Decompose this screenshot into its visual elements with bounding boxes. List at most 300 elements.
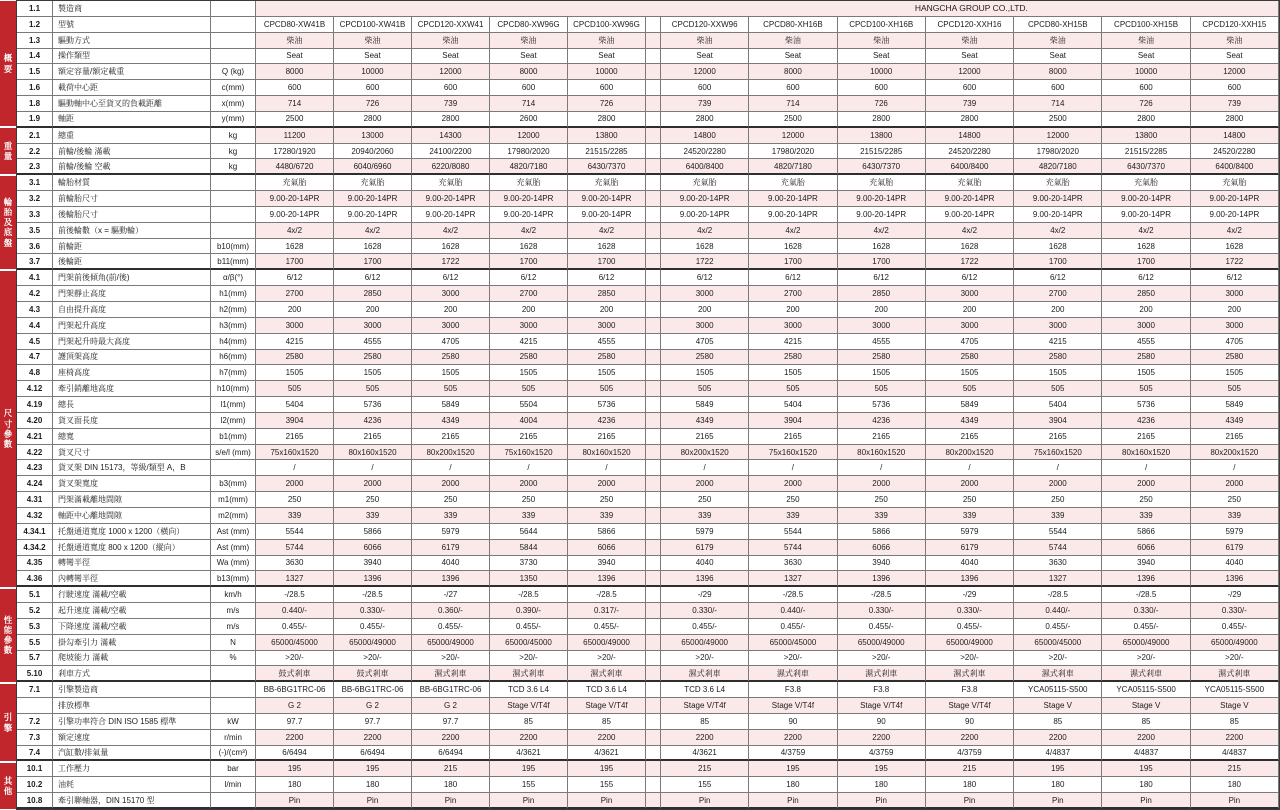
spec-value-cell: 4x/2: [412, 223, 490, 239]
spec-value-cell: 2500: [749, 112, 837, 128]
spec-value-cell: 充氣胎: [1191, 175, 1279, 191]
row-unit-cell: [211, 698, 256, 714]
spec-value-cell: 1396: [1102, 571, 1190, 587]
row-unit-cell: Ast (mm): [211, 524, 256, 540]
spec-value-cell: 充氣胎: [661, 175, 749, 191]
row-label-cell: 托盤通道寬度 1000 x 1200（橫向）: [53, 524, 211, 540]
spacer-cell: [646, 96, 661, 112]
spec-value-cell: -/29: [661, 587, 749, 603]
spec-value-cell: 2200: [490, 730, 568, 746]
model-header-cell: CPCD80-XW41B: [256, 17, 334, 33]
spacer-cell: [646, 698, 661, 714]
model-header-cell: CPCD120-XXH16: [926, 17, 1014, 33]
spec-value-cell: 2000: [568, 476, 646, 492]
spec-value-cell: 1505: [1014, 365, 1102, 381]
spec-value-cell: 2580: [749, 350, 837, 366]
spec-value-cell: 2850: [1102, 286, 1190, 302]
spec-value-cell: 2600: [490, 112, 568, 128]
section-label: 尺寸參數: [0, 271, 16, 587]
row-number-cell: 7.2: [17, 714, 53, 730]
row-number-cell: 4.23: [17, 460, 53, 476]
spec-value-cell: 714: [749, 96, 837, 112]
spec-value-cell: F3.8: [926, 682, 1014, 698]
spec-value-cell: 鼓式剎車: [256, 666, 334, 682]
row-label-cell: 驅動方式: [53, 33, 211, 49]
model-header-cell: CPCD120-XXH15: [1191, 17, 1279, 33]
spec-value-cell: 200: [490, 302, 568, 318]
spec-value-cell: 1396: [926, 571, 1014, 587]
spec-value-cell: 65000/49000: [334, 635, 412, 651]
row-unit-cell: [211, 191, 256, 207]
spec-value-cell: 1327: [1014, 571, 1102, 587]
spec-value-cell: Pin: [926, 793, 1014, 809]
spec-value-cell: 14800: [1191, 128, 1279, 144]
spec-value-cell: 2165: [334, 429, 412, 445]
spec-value-cell: 4x/2: [334, 223, 412, 239]
row-number-cell: 4.31: [17, 492, 53, 508]
spec-value-cell: 505: [490, 381, 568, 397]
manufacturer-name: HANGCHA GROUP CO.,LTD.: [914, 3, 1028, 14]
spec-value-cell: 505: [661, 381, 749, 397]
row-label-cell: 掛勾牽引力 滿載: [53, 635, 211, 651]
row-unit-cell: [211, 1, 256, 17]
row-label-cell: 前輪胎尺寸: [53, 191, 211, 207]
spec-value-cell: 600: [749, 80, 837, 96]
spec-value-cell: Pin: [568, 793, 646, 809]
spec-value-cell: 2165: [568, 429, 646, 445]
row-label-cell: 托盤通道寬度 800 x 1200（縱向）: [53, 540, 211, 556]
spacer-cell: [646, 730, 661, 746]
spec-value-cell: 2580: [568, 350, 646, 366]
spec-value-cell: 4x/2: [256, 223, 334, 239]
spec-value-cell: F3.8: [749, 682, 837, 698]
spec-value-cell: 5849: [412, 397, 490, 413]
spec-value-cell: 充氣胎: [334, 175, 412, 191]
spec-value-cell: 1700: [568, 254, 646, 270]
spec-value-cell: 0.455/-: [749, 619, 837, 635]
spec-value-cell: >20/-: [838, 651, 926, 667]
spec-value-cell: 505: [256, 381, 334, 397]
spacer-cell: [646, 17, 661, 33]
section-label: 概要: [0, 1, 16, 126]
spec-value-cell: 2165: [661, 429, 749, 445]
spec-value-cell: 85: [1191, 714, 1279, 730]
row-label-cell: 總重: [53, 128, 211, 144]
row-number-cell: 10.2: [17, 777, 53, 793]
manufacturer-cell: [256, 1, 1279, 17]
spec-value-cell: 9.00-20-14PR: [490, 207, 568, 223]
row-number-cell: 5.5: [17, 635, 53, 651]
spec-value-cell: 714: [490, 96, 568, 112]
spec-value-cell: 1505: [568, 365, 646, 381]
spec-value-cell: 鼓式剎車: [334, 666, 412, 682]
spec-value-cell: 0.455/-: [334, 619, 412, 635]
row-number-cell: 4.21: [17, 429, 53, 445]
row-unit-cell: h7(mm): [211, 365, 256, 381]
spec-value-cell: 1722: [661, 254, 749, 270]
spec-value-cell: BB-6BG1TRC-06: [334, 682, 412, 698]
spec-value-cell: 4480/6720: [256, 159, 334, 175]
row-number-cell: 4.4: [17, 318, 53, 334]
spec-value-cell: 1628: [1102, 239, 1190, 255]
spec-value-cell: 6430/7370: [1102, 159, 1190, 175]
row-number-cell: 1.5: [17, 64, 53, 80]
spec-value-cell: 21515/2285: [1102, 144, 1190, 160]
row-label-cell: 後輪距: [53, 254, 211, 270]
spec-value-cell: 4215: [749, 334, 837, 350]
row-unit-cell: N: [211, 635, 256, 651]
spec-value-cell: 505: [1014, 381, 1102, 397]
spec-value-cell: 215: [661, 761, 749, 777]
row-unit-cell: kg: [211, 128, 256, 144]
spec-value-cell: 充氣胎: [256, 175, 334, 191]
spec-value-cell: 600: [1102, 80, 1190, 96]
spacer-cell: [646, 460, 661, 476]
spec-value-cell: 3630: [1014, 556, 1102, 572]
spec-value-cell: 65000/49000: [1191, 635, 1279, 651]
spec-value-cell: 充氣胎: [412, 175, 490, 191]
spec-value-cell: 5404: [749, 397, 837, 413]
row-number-cell: 10.1: [17, 761, 53, 777]
spec-value-cell: /: [490, 460, 568, 476]
spacer-cell: [646, 587, 661, 603]
row-number-cell: 4.34.1: [17, 524, 53, 540]
row-number-cell: 5.1: [17, 587, 53, 603]
spec-value-cell: 2800: [568, 112, 646, 128]
spec-value-cell: 65000/49000: [838, 635, 926, 651]
spec-value-cell: 0.330/-: [838, 603, 926, 619]
spec-value-cell: 195: [1102, 761, 1190, 777]
spec-value-cell: 6400/8400: [1191, 159, 1279, 175]
spec-value-cell: 1350: [490, 571, 568, 587]
spec-value-cell: 1505: [490, 365, 568, 381]
model-header-cell: CPCD100-XW41B: [334, 17, 412, 33]
spec-value-cell: 0.330/-: [926, 603, 1014, 619]
spec-value-cell: 1628: [256, 239, 334, 255]
spec-value-cell: 3940: [568, 556, 646, 572]
spec-value-cell: 5736: [838, 397, 926, 413]
row-unit-cell: m1(mm): [211, 492, 256, 508]
spec-value-cell: 215: [412, 761, 490, 777]
row-number-cell: 1.9: [17, 112, 53, 128]
row-unit-cell: [211, 49, 256, 65]
spec-value-cell: 5744: [1014, 540, 1102, 556]
row-number-cell: 3.3: [17, 207, 53, 223]
spec-value-cell: 600: [661, 80, 749, 96]
spec-value-cell: 80x200x1520: [412, 445, 490, 461]
model-header-cell: CPCD120-XXW41: [412, 17, 490, 33]
spec-value-cell: 濕式剎車: [926, 666, 1014, 682]
spacer-cell: [646, 80, 661, 96]
spec-value-cell: 2850: [334, 286, 412, 302]
spec-value-cell: 5979: [926, 524, 1014, 540]
spec-value-cell: 90: [926, 714, 1014, 730]
spec-value-cell: 濕式剎車: [568, 666, 646, 682]
spec-value-cell: 339: [1191, 508, 1279, 524]
spec-value-cell: 339: [256, 508, 334, 524]
spec-value-cell: 柴油: [926, 33, 1014, 49]
spacer-cell: [646, 508, 661, 524]
spec-value-cell: 97.7: [256, 714, 334, 730]
row-unit-cell: b11(mm): [211, 254, 256, 270]
spec-value-cell: 2000: [661, 476, 749, 492]
row-number-cell: 4.8: [17, 365, 53, 381]
spec-value-cell: 4x/2: [490, 223, 568, 239]
spec-value-cell: 1628: [661, 239, 749, 255]
spec-value-cell: Pin: [334, 793, 412, 809]
spec-value-cell: 9.00-20-14PR: [334, 191, 412, 207]
row-number-cell: 1.6: [17, 80, 53, 96]
spec-value-cell: 5844: [490, 540, 568, 556]
spec-value-cell: -/29: [926, 587, 1014, 603]
row-unit-cell: h2(mm): [211, 302, 256, 318]
spec-value-cell: 4x/2: [1191, 223, 1279, 239]
model-header-cell: CPCD100-XH16B: [838, 17, 926, 33]
spec-value-cell: 80x200x1520: [661, 445, 749, 461]
spec-value-cell: 505: [749, 381, 837, 397]
spec-value-cell: 13000: [334, 128, 412, 144]
row-label-cell: 操作類型: [53, 49, 211, 65]
spec-value-cell: 4x/2: [838, 223, 926, 239]
spec-value-cell: 250: [412, 492, 490, 508]
spec-value-cell: 739: [412, 96, 490, 112]
row-number-cell: 5.10: [17, 666, 53, 682]
spacer-cell: [646, 64, 661, 80]
spec-value-cell: -/28.5: [334, 587, 412, 603]
spec-value-cell: 10000: [1102, 64, 1190, 80]
spec-value-cell: 200: [568, 302, 646, 318]
row-label-cell: 總長: [53, 397, 211, 413]
spec-value-cell: 2200: [926, 730, 1014, 746]
row-number-cell: 4.12: [17, 381, 53, 397]
spacer-cell: [646, 540, 661, 556]
spec-value-cell: 1628: [568, 239, 646, 255]
spacer-cell: [646, 761, 661, 777]
spec-value-cell: 4004: [490, 413, 568, 429]
spec-value-cell: 24100/2200: [412, 144, 490, 160]
spacer-cell: [646, 429, 661, 445]
spec-value-cell: 充氣胎: [568, 175, 646, 191]
row-unit-cell: [211, 666, 256, 682]
spec-value-cell: 90: [838, 714, 926, 730]
spec-value-cell: 0.330/-: [1102, 603, 1190, 619]
spec-value-cell: 6/12: [334, 270, 412, 286]
spec-value-cell: 600: [568, 80, 646, 96]
spec-value-cell: 600: [1014, 80, 1102, 96]
spec-value-cell: F3.8: [838, 682, 926, 698]
row-number-cell: 2.3: [17, 159, 53, 175]
spec-value-cell: 濕式剎車: [838, 666, 926, 682]
spec-value-cell: 2580: [256, 350, 334, 366]
spec-value-cell: 12000: [749, 128, 837, 144]
spacer-cell: [646, 397, 661, 413]
spec-value-cell: 180: [749, 777, 837, 793]
spec-value-cell: 4236: [334, 413, 412, 429]
spec-value-cell: 3000: [568, 318, 646, 334]
row-number-cell: 1.3: [17, 33, 53, 49]
spec-value-cell: 6066: [838, 540, 926, 556]
spec-value-cell: 2200: [749, 730, 837, 746]
spec-value-cell: 12000: [661, 64, 749, 80]
spec-value-cell: 6220/8080: [412, 159, 490, 175]
spacer-cell: [646, 524, 661, 540]
spec-value-cell: 2165: [749, 429, 837, 445]
spec-value-cell: Pin: [661, 793, 749, 809]
spec-value-cell: 8000: [1014, 64, 1102, 80]
spec-value-cell: 12000: [926, 64, 1014, 80]
row-label-cell: 門架起升時最大高度: [53, 334, 211, 350]
spec-value-cell: 4/3759: [926, 746, 1014, 762]
spacer-cell: [646, 492, 661, 508]
spec-value-cell: 0.440/-: [256, 603, 334, 619]
spec-value-cell: 12000: [490, 128, 568, 144]
spec-value-cell: 1700: [334, 254, 412, 270]
spacer-cell: [646, 49, 661, 65]
spec-value-cell: 1628: [412, 239, 490, 255]
spec-value-cell: 1628: [1191, 239, 1279, 255]
spec-value-cell: 3904: [749, 413, 837, 429]
spec-value-cell: 6430/7370: [838, 159, 926, 175]
row-unit-cell: Ast (mm): [211, 540, 256, 556]
row-unit-cell: h4(mm): [211, 334, 256, 350]
spec-value-cell: 2000: [838, 476, 926, 492]
spec-value-cell: 1628: [838, 239, 926, 255]
spec-value-cell: 2165: [838, 429, 926, 445]
spec-value-cell: 3940: [334, 556, 412, 572]
spec-value-cell: 17980/2020: [749, 144, 837, 160]
row-number-cell: 4.22: [17, 445, 53, 461]
spec-value-cell: 9.00-20-14PR: [334, 207, 412, 223]
spec-value-cell: 2000: [1102, 476, 1190, 492]
row-label-cell: 前後輪數（x = 驅動輪）: [53, 223, 211, 239]
spec-value-cell: 339: [412, 508, 490, 524]
spec-value-cell: 65000/45000: [749, 635, 837, 651]
spec-value-cell: 339: [749, 508, 837, 524]
spec-value-cell: 2200: [1102, 730, 1190, 746]
spec-value-cell: 250: [1191, 492, 1279, 508]
spec-value-cell: 714: [256, 96, 334, 112]
spec-value-cell: 濕式剎車: [749, 666, 837, 682]
row-number-cell: 10.8: [17, 793, 53, 809]
spacer-cell: [646, 793, 661, 809]
row-number-cell: 7.4: [17, 746, 53, 762]
spec-value-cell: Stage V: [1191, 698, 1279, 714]
spec-value-cell: 2165: [490, 429, 568, 445]
spec-value-cell: 85: [661, 714, 749, 730]
spec-value-cell: 75x160x1520: [256, 445, 334, 461]
spec-value-cell: 4/4837: [1014, 746, 1102, 762]
spec-value-cell: 2000: [490, 476, 568, 492]
spec-value-cell: 1396: [334, 571, 412, 587]
spec-value-cell: 24520/2280: [661, 144, 749, 160]
spec-value-cell: 5404: [256, 397, 334, 413]
spec-value-cell: 2000: [1191, 476, 1279, 492]
spec-value-cell: 2800: [412, 112, 490, 128]
spec-value-cell: 9.00-20-14PR: [256, 207, 334, 223]
spec-value-cell: 2200: [1014, 730, 1102, 746]
spec-value-cell: 0.330/-: [661, 603, 749, 619]
spec-value-cell: TCD 3.6 L4: [568, 682, 646, 698]
spec-value-cell: Seat: [749, 49, 837, 65]
row-label-cell: 護頂架高度: [53, 350, 211, 366]
spec-value-cell: 250: [661, 492, 749, 508]
spec-value-cell: >20/-: [568, 651, 646, 667]
spacer-cell: [646, 159, 661, 175]
spec-value-cell: /: [256, 460, 334, 476]
row-unit-cell: [211, 33, 256, 49]
spec-value-cell: 155: [568, 777, 646, 793]
spec-value-cell: 180: [1191, 777, 1279, 793]
spec-value-cell: 4/3759: [749, 746, 837, 762]
spec-value-cell: 505: [412, 381, 490, 397]
spec-value-cell: 10000: [838, 64, 926, 80]
row-unit-cell: b3(mm): [211, 476, 256, 492]
spec-value-cell: 97.7: [334, 714, 412, 730]
spacer-cell: [646, 746, 661, 762]
spec-value-cell: 2700: [749, 286, 837, 302]
spacer-cell: [646, 207, 661, 223]
spec-value-cell: 339: [661, 508, 749, 524]
row-label-cell: 下降速度 滿載/空載: [53, 619, 211, 635]
spec-value-cell: 9.00-20-14PR: [412, 207, 490, 223]
row-unit-cell: l1(mm): [211, 397, 256, 413]
spec-value-cell: 5736: [334, 397, 412, 413]
spec-value-cell: 6179: [412, 540, 490, 556]
spec-value-cell: 600: [256, 80, 334, 96]
spec-value-cell: 9.00-20-14PR: [412, 191, 490, 207]
spec-value-cell: >20/-: [926, 651, 1014, 667]
spec-value-cell: 24520/2280: [926, 144, 1014, 160]
row-unit-cell: m/s: [211, 619, 256, 635]
spec-value-cell: 3000: [1014, 318, 1102, 334]
spec-value-cell: 柴油: [749, 33, 837, 49]
spec-value-cell: 195: [490, 761, 568, 777]
row-label-cell: 引擎功率符合 DIN ISO 1585 標準: [53, 714, 211, 730]
spec-value-cell: /: [661, 460, 749, 476]
spec-value-cell: 2165: [256, 429, 334, 445]
row-label-cell: 起升速度 滿載/空載: [53, 603, 211, 619]
spec-value-cell: 柴油: [334, 33, 412, 49]
spec-value-cell: Pin: [1014, 793, 1102, 809]
spec-value-cell: 4x/2: [749, 223, 837, 239]
spec-value-cell: 4705: [1191, 334, 1279, 350]
spacer-cell: [646, 381, 661, 397]
spec-value-cell: 6400/8400: [926, 159, 1014, 175]
spec-value-cell: 9.00-20-14PR: [926, 191, 1014, 207]
spec-value-cell: 1505: [256, 365, 334, 381]
spacer-cell: [646, 318, 661, 334]
spec-value-cell: 4040: [926, 556, 1014, 572]
spec-value-cell: 4555: [334, 334, 412, 350]
spec-value-cell: 2165: [926, 429, 1014, 445]
spec-value-cell: 505: [1191, 381, 1279, 397]
spec-value-cell: Stage V/T4f: [926, 698, 1014, 714]
spec-value-cell: 180: [256, 777, 334, 793]
spec-value-cell: Seat: [926, 49, 1014, 65]
row-unit-cell: r/min: [211, 730, 256, 746]
spec-value-cell: 20940/2060: [334, 144, 412, 160]
row-number-cell: 5.3: [17, 619, 53, 635]
spec-value-cell: 4x/2: [926, 223, 1014, 239]
spec-value-cell: 4705: [926, 334, 1014, 350]
spec-value-cell: 1505: [661, 365, 749, 381]
row-number-cell: 4.35: [17, 556, 53, 572]
spec-value-cell: Seat: [256, 49, 334, 65]
spec-value-cell: 6040/6960: [334, 159, 412, 175]
spec-value-cell: 0.330/-: [1191, 603, 1279, 619]
spec-value-cell: 4/4837: [1191, 746, 1279, 762]
row-number-cell: [17, 698, 53, 714]
